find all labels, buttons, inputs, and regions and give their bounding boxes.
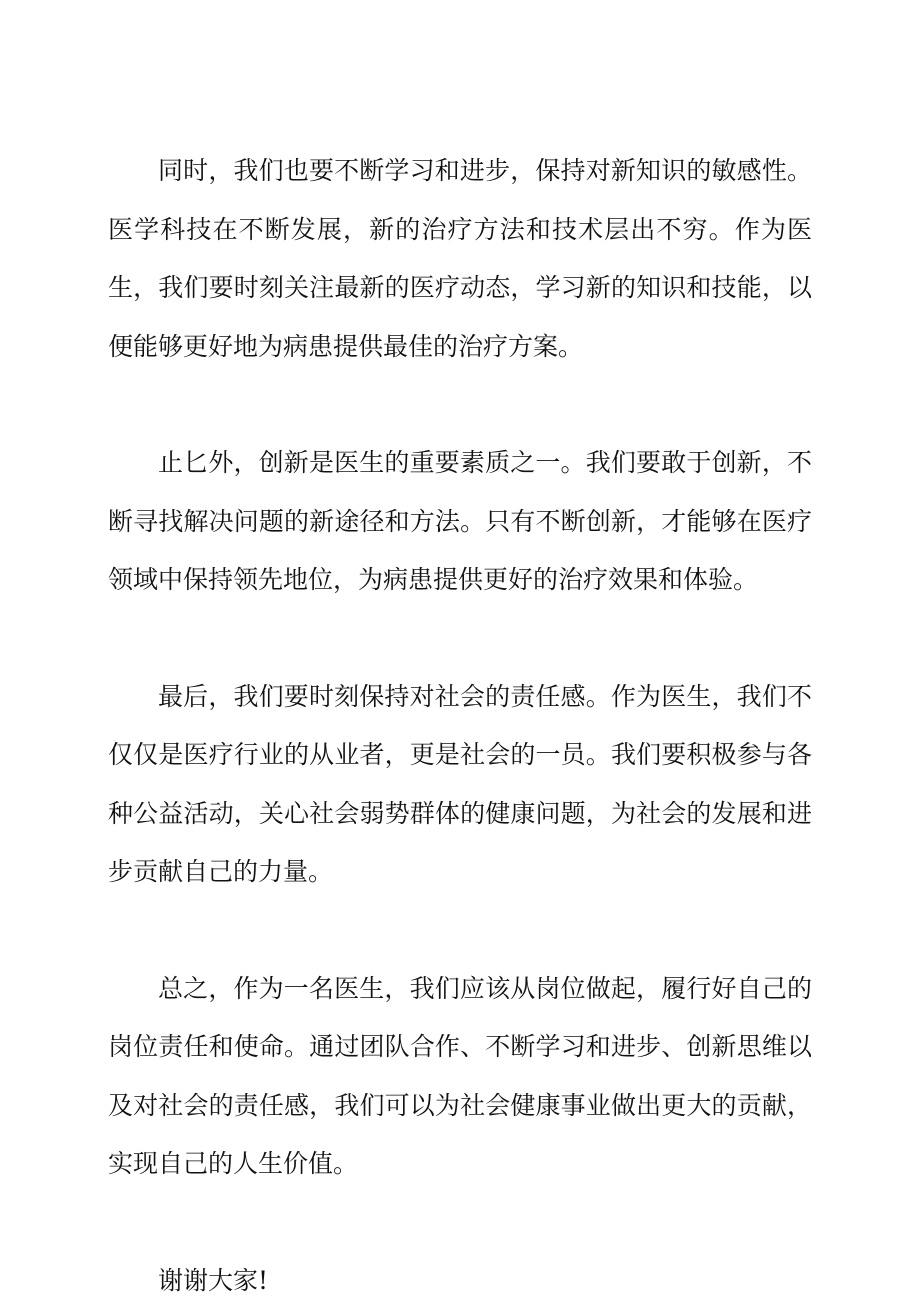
paragraph-gap [108,610,812,668]
paragraph-gap [108,376,812,434]
paragraph-gap [108,1194,812,1252]
paragraph-innovation: 止匕外，创新是医生的重要素质之一。我们要敢于创新，不断寻找解决问题的新途径和方法。只有不断创新，才能够在医疗领域中保持领先地位，为病患提供更好的治疗效果和体验。 [108,434,812,610]
paragraph-conclusion: 总之，作为一名医生，我们应该从岗位做起，履行好自己的岗位责任和使命。通过团队合作、不断学习和进步、创新思维以及对社会的责任感，我们可以为社会健康事业做出更大的贡献，实现自己的人生价值。 [108,960,812,1194]
paragraph-learning: 同时，我们也要不断学习和进步，保持对新知识的敏感性。医学科技在不断发展，新的治疗方法和技术层出不穷。作为医生，我们要时刻关注最新的医疗动态，学习新的知识和技能，以便能够更好地为病患提供最佳的治疗方案。 [108,142,812,376]
paragraph-responsibility: 最后，我们要时刻保持对社会的责任感。作为医生，我们不仅仅是医疗行业的从业者，更是社会的一员。我们要积极参与各种公益活动，关心社会弱势群体的健康问题，为社会的发展和进步贡献自己的力量。 [108,668,812,902]
document-page [108,142,812,1310]
paragraph-gap [108,902,812,960]
closing-thanks: 谢谢大家! [108,1252,812,1310]
